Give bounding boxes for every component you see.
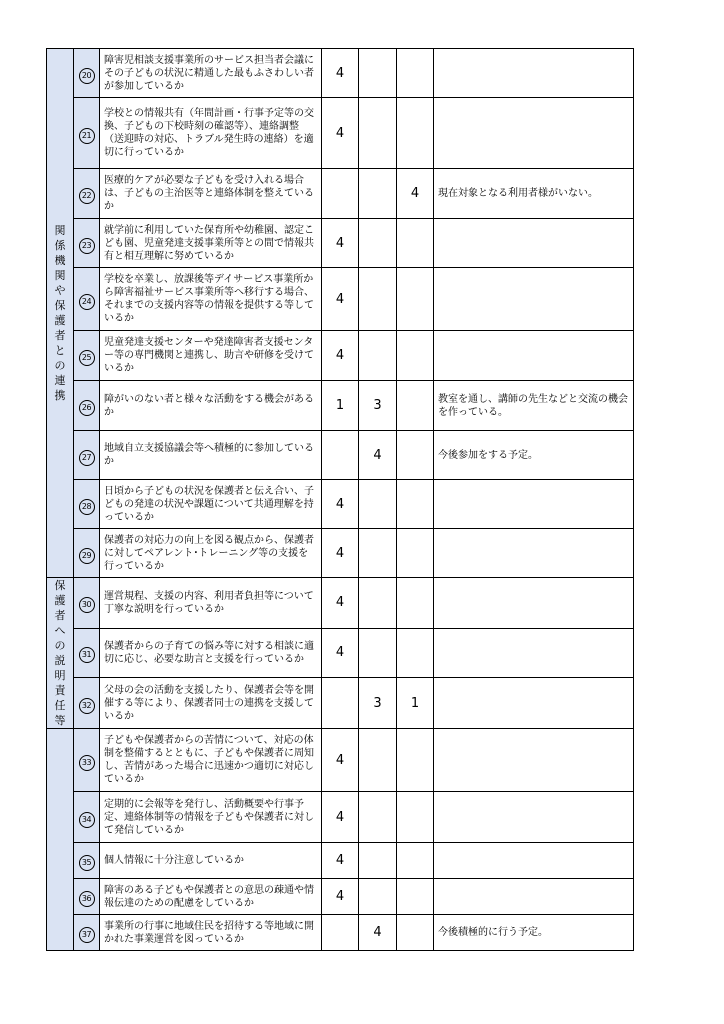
circled-number: 22 xyxy=(79,188,95,204)
neutral-count xyxy=(359,529,397,578)
circled-number: 33 xyxy=(79,755,95,771)
circled-number: 21 xyxy=(79,128,95,144)
remark-text xyxy=(434,331,634,381)
question-text: 父母の会の活動を支援したり、保護者会等を開催する等により、保護者同士の連携を支援しているか xyxy=(100,678,322,729)
no-count xyxy=(397,843,434,879)
no-count xyxy=(397,98,434,169)
category-label xyxy=(47,578,74,729)
circled-number: 20 xyxy=(79,68,95,84)
yes-count: 4 xyxy=(322,529,359,578)
yes-count: 4 xyxy=(322,843,359,879)
item-number xyxy=(74,381,100,431)
neutral-count xyxy=(359,169,397,219)
question-text: 障害のある子どもや保護者との意思の疎通や情報伝達のための配慮をしているか xyxy=(100,879,322,915)
question-text: 運営規程、支援の内容、利用者負担等について丁寧な説明を行っているか xyxy=(100,578,322,629)
yes-count: 4 xyxy=(322,268,359,331)
question-text: 地域自立支援協議会等へ積極的に参加しているか xyxy=(100,431,322,480)
remark-text: 今後積極的に行う予定。 xyxy=(434,915,634,951)
remark-text xyxy=(434,628,634,678)
neutral-count xyxy=(359,268,397,331)
remark-text xyxy=(434,529,634,578)
table-row xyxy=(47,529,634,578)
remark-text xyxy=(434,729,634,792)
table-row xyxy=(47,49,634,98)
item-number xyxy=(74,219,100,268)
no-count xyxy=(397,331,434,381)
remark-text xyxy=(434,843,634,879)
neutral-count xyxy=(359,628,397,678)
yes-count: 4 xyxy=(322,98,359,169)
no-count: 1 xyxy=(397,678,434,729)
circled-number: 31 xyxy=(79,647,95,663)
evaluation-table xyxy=(46,48,634,951)
no-count xyxy=(397,879,434,915)
item-number xyxy=(74,628,100,678)
question-text: 障害児相談支援事業所のサービス担当者会議にその子どもの状況に精通した最もふさわしい者が参加しているか xyxy=(100,49,322,98)
item-number xyxy=(74,729,100,792)
item-number xyxy=(74,915,100,951)
table-row xyxy=(47,480,634,529)
question-text: 児童発達支援センターや発達障害者支援センター等の専門機関と連携し、助言や研修を受けているか xyxy=(100,331,322,381)
item-number xyxy=(74,49,100,98)
table-row xyxy=(47,381,634,431)
question-text: 就学前に利用していた保育所や幼稚園、認定こども園、児童発達支援事業所等との間で情報共有と相互理解に努めているか xyxy=(100,219,322,268)
circled-number: 26 xyxy=(79,400,95,416)
remark-text xyxy=(434,879,634,915)
table-row xyxy=(47,729,634,792)
yes-count: 1 xyxy=(322,381,359,431)
question-text: 個人情報に十分注意しているか xyxy=(100,843,322,879)
question-text: 保護者からの子育ての悩み等に対する相談に適切に応じ、必要な助言と支援を行っているか xyxy=(100,628,322,678)
yes-count: 4 xyxy=(322,628,359,678)
no-count xyxy=(397,268,434,331)
question-text: 子どもや保護者からの苦情について、対応の体制を整備するとともに、子どもや保護者に周知し、苦情があった場合に迅速かつ適切に対応しているか xyxy=(100,729,322,792)
circled-number: 25 xyxy=(79,350,95,366)
table-row xyxy=(47,431,634,480)
question-text: 定期的に会報等を発行し、活動概要や行事予定、連絡体制等の情報を子どもや保護者に対して発信しているか xyxy=(100,792,322,843)
question-text: 保護者の対応力の向上を図る観点から、保護者に対してペアレント･トレーニング等の支援を行っているか xyxy=(100,529,322,578)
neutral-count: 3 xyxy=(359,381,397,431)
question-text: 障がいのない者と様々な活動をする機会があるか xyxy=(100,381,322,431)
no-count xyxy=(397,529,434,578)
item-number xyxy=(74,792,100,843)
table-row xyxy=(47,678,634,729)
no-count xyxy=(397,480,434,529)
neutral-count xyxy=(359,98,397,169)
circled-number: 35 xyxy=(79,855,95,871)
yes-count xyxy=(322,169,359,219)
table-row xyxy=(47,331,634,381)
yes-count: 4 xyxy=(322,49,359,98)
circled-number: 36 xyxy=(79,891,95,907)
item-number xyxy=(74,879,100,915)
circled-number: 32 xyxy=(79,698,95,714)
remark-text: 現在対象となる利用者様がいない。 xyxy=(434,169,634,219)
item-number xyxy=(74,843,100,879)
neutral-count: 4 xyxy=(359,915,397,951)
item-number xyxy=(74,578,100,629)
no-count xyxy=(397,915,434,951)
neutral-count xyxy=(359,480,397,529)
yes-count xyxy=(322,915,359,951)
item-number xyxy=(74,529,100,578)
no-count xyxy=(397,219,434,268)
circled-number: 23 xyxy=(79,238,95,254)
no-count xyxy=(397,792,434,843)
remark-text xyxy=(434,578,634,629)
neutral-count xyxy=(359,219,397,268)
table-row xyxy=(47,792,634,843)
no-count xyxy=(397,381,434,431)
remark-text xyxy=(434,98,634,169)
category-text: 関係機関や保護者との連携 xyxy=(54,224,66,402)
table-row xyxy=(47,843,634,879)
table-row xyxy=(47,628,634,678)
no-count xyxy=(397,49,434,98)
question-text: 学校を卒業し、放課後等デイサービス事業所から障害福祉サービス事業所等へ移行する場合、それまでの支援内容等の情報を提供する等しているか xyxy=(100,268,322,331)
remark-text xyxy=(434,480,634,529)
yes-count: 4 xyxy=(322,219,359,268)
yes-count xyxy=(322,431,359,480)
neutral-count xyxy=(359,729,397,792)
item-number xyxy=(74,480,100,529)
neutral-count xyxy=(359,843,397,879)
circled-number: 37 xyxy=(79,927,95,943)
item-number xyxy=(74,268,100,331)
item-number xyxy=(74,331,100,381)
no-count xyxy=(397,729,434,792)
yes-count xyxy=(322,678,359,729)
remark-text xyxy=(434,268,634,331)
neutral-count: 3 xyxy=(359,678,397,729)
neutral-count xyxy=(359,578,397,629)
table-row xyxy=(47,578,634,629)
yes-count: 4 xyxy=(322,792,359,843)
category-text: 保護者への説明責任等 xyxy=(54,579,66,727)
remark-text xyxy=(434,49,634,98)
table-row xyxy=(47,98,634,169)
neutral-count xyxy=(359,49,397,98)
table-row xyxy=(47,169,634,219)
circled-number: 27 xyxy=(79,450,95,466)
item-number xyxy=(74,678,100,729)
table-row xyxy=(47,879,634,915)
no-count: 4 xyxy=(397,169,434,219)
question-text: 事業所の行事に地域住民を招待する等地域に開かれた事業運営を図っているか xyxy=(100,915,322,951)
question-text: 学校との情報共有（年間計画・行事予定等の交換、子どもの下校時刻の確認等）、連絡調整（送迎時の対応、トラブル発生時の連絡）を適切に行っているか xyxy=(100,98,322,169)
question-text: 日頃から子どもの状況を保護者と伝え合い、子どもの発達の状況や課題について共通理解を持っているか xyxy=(100,480,322,529)
table-row xyxy=(47,915,634,951)
circled-number: 29 xyxy=(79,548,95,564)
item-number xyxy=(74,98,100,169)
item-number xyxy=(74,169,100,219)
circled-number: 24 xyxy=(79,294,95,310)
item-number xyxy=(74,431,100,480)
no-count xyxy=(397,431,434,480)
remark-text: 今後参加をする予定。 xyxy=(434,431,634,480)
circled-number: 28 xyxy=(79,499,95,515)
circled-number: 34 xyxy=(79,812,95,828)
yes-count: 4 xyxy=(322,879,359,915)
neutral-count: 4 xyxy=(359,431,397,480)
yes-count: 4 xyxy=(322,480,359,529)
remark-text xyxy=(434,792,634,843)
remark-text xyxy=(434,678,634,729)
no-count xyxy=(397,578,434,629)
neutral-count xyxy=(359,792,397,843)
remark-text: 教室を通し、講師の先生などと交流の機会を作っている。 xyxy=(434,381,634,431)
no-count xyxy=(397,628,434,678)
table-row xyxy=(47,268,634,331)
circled-number: 30 xyxy=(79,597,95,613)
neutral-count xyxy=(359,879,397,915)
yes-count: 4 xyxy=(322,331,359,381)
category-label xyxy=(47,49,74,578)
table-row xyxy=(47,219,634,268)
question-text: 医療的ケアが必要な子どもを受け入れる場合は、子どもの主治医等と連絡体制を整えているか xyxy=(100,169,322,219)
remark-text xyxy=(434,219,634,268)
yes-count: 4 xyxy=(322,729,359,792)
neutral-count xyxy=(359,331,397,381)
yes-count: 4 xyxy=(322,578,359,629)
category-label xyxy=(47,729,74,951)
